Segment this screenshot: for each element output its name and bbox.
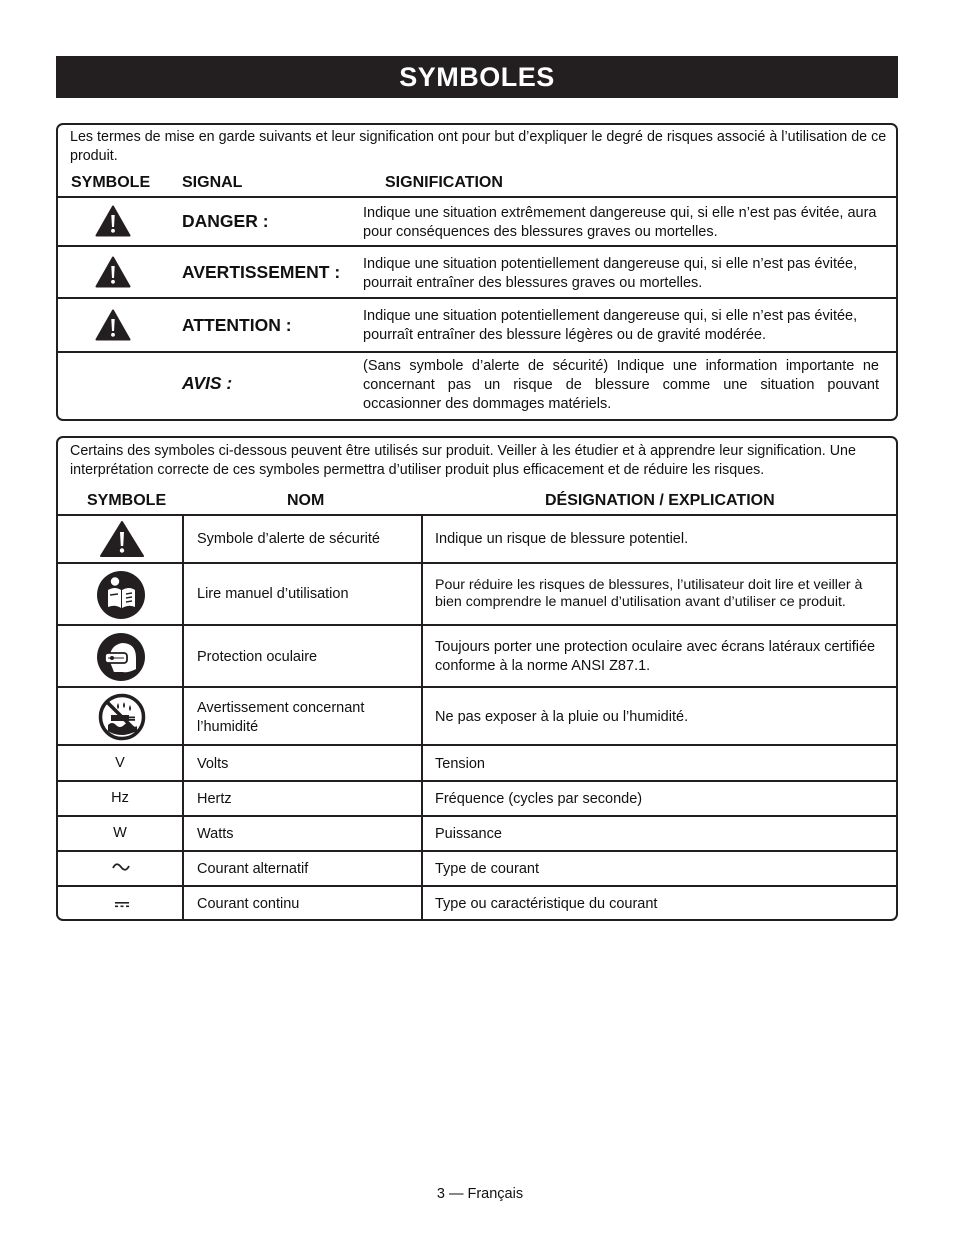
warning-triangle-icon <box>95 256 131 288</box>
symbol-name: Lire manuel d’utilisation <box>197 586 349 602</box>
eye-protection-icon <box>96 632 146 682</box>
symbol-name: Symbole d’alerte de sécurité <box>197 531 380 547</box>
signal-meaning: Indique une situation potentiellement dangereuse qui, si elle n’est pas évitée, pourraît entraîner des blessure légères ou de gravité modérée. <box>363 308 858 343</box>
signal-word-notice: AVIS : <box>182 373 233 393</box>
symbol-name: Watts <box>197 826 234 842</box>
symbol-name: Courant continu <box>197 896 300 912</box>
symbol-name: Avertissement concernant l’humidité <box>197 700 365 735</box>
signal-words-table <box>56 123 898 421</box>
signal-header-signal: SIGNAL <box>182 174 243 191</box>
symbol-explanation: Type ou caractéristique du courant <box>435 896 658 912</box>
page-title: SYMBOLES <box>56 56 898 98</box>
divider <box>58 297 896 299</box>
symbols-intro-text: Certains des symboles ci-dessous peuvent être utilisés sur produit. Veiller à les étudier et à apprendre leur signification. Une interprétation correcte de ces symboles permettra d’utiliser produit plus efficacement et de réduire les risques. <box>70 443 856 478</box>
symbols-table <box>56 436 898 921</box>
divider <box>182 514 184 919</box>
page-number: 3 — Français <box>436 1186 524 1202</box>
alternating-current-icon <box>111 861 131 873</box>
divider <box>58 196 896 198</box>
symbol-volts: V <box>115 755 125 771</box>
symbols-header-symbol: SYMBOLE <box>87 492 167 509</box>
symbol-name: Courant alternatif <box>197 861 309 877</box>
symbol-explanation: Type de courant <box>435 861 539 877</box>
symbols-header-name: NOM <box>287 492 325 509</box>
signal-meaning: Indique une situation extrêmement dangereuse qui, si elle n’est pas évitée, aura pour conséquences des blessures graves ou mortelles. <box>363 205 877 240</box>
symbol-explanation: Pour réduire les risques de blessures, l’utilisateur doit lire et veiller à bien comprendre le manuel d’utilisation avant d’utiliser ce produit. <box>435 577 863 610</box>
signal-header-meaning: SIGNIFICATION <box>385 174 503 191</box>
signal-meaning: (Sans symbole d’alerte de sécurité) Indique une information importante ne concernant pas un risque de blessure comme une situation pouvant occasionner des dommages matériels. <box>363 358 879 412</box>
symbol-name: Hertz <box>197 791 232 807</box>
wet-conditions-alert-icon <box>98 693 146 741</box>
signal-word-warning: AVERTISSEMENT : <box>182 262 341 282</box>
symbol-hertz: Hz <box>111 790 129 806</box>
symbol-explanation: Fréquence (cycles par seconde) <box>435 791 643 807</box>
direct-current-icon <box>114 901 130 909</box>
symbol-explanation: Puissance <box>435 826 502 842</box>
symbol-explanation: Tension <box>435 756 485 772</box>
divider <box>421 514 423 919</box>
symbol-explanation: Ne pas exposer à la pluie ou l’humidité. <box>435 709 689 725</box>
read-manual-icon <box>96 570 146 620</box>
signal-header-symbol: SYMBOLE <box>71 174 151 191</box>
warning-triangle-icon <box>95 309 131 341</box>
symbol-explanation: Toujours porter une protection oculaire avec écrans latéraux certifiée conforme à la norme ANSI Z87.1. <box>435 639 876 674</box>
warning-triangle-icon <box>95 205 131 237</box>
symbol-name: Volts <box>197 756 229 772</box>
divider <box>58 245 896 247</box>
symbol-watts: W <box>113 825 127 841</box>
divider <box>58 351 896 353</box>
symbol-name: Protection oculaire <box>197 649 318 665</box>
warning-triangle-icon <box>99 520 145 558</box>
signal-word-caution: ATTENTION : <box>182 315 292 335</box>
signal-intro-text: Les termes de mise en garde suivants et leur signification ont pour but d’expliquer le degré de risques associé à l’utilisation de ce produit. <box>70 129 887 164</box>
signal-meaning: Indique une situation potentiellement dangereuse qui, si elle n’est pas évitée, pourrait entraîner des blessures graves ou mortelles. <box>363 256 858 291</box>
symbol-explanation: Indique un risque de blessure potentiel. <box>435 531 689 547</box>
symbols-header-explanation: DÉSIGNATION / EXPLICATION <box>545 492 775 509</box>
signal-word-danger: DANGER : <box>182 211 269 231</box>
